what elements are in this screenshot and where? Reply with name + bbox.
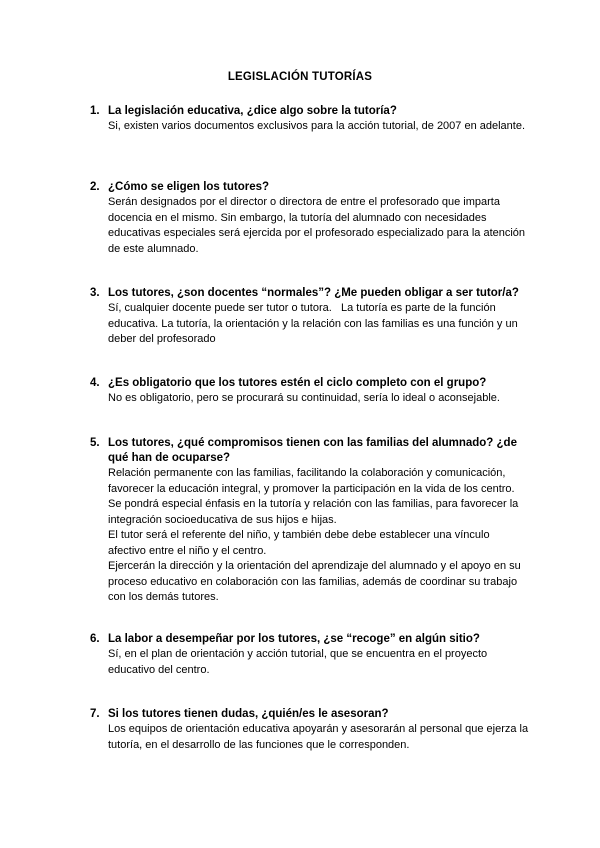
answer-7 <box>108 722 530 753</box>
answer-5 <box>108 466 530 606</box>
answer-paragraph: El tutor será el referente del niño, y también debe debe establecer una vínculo afectivo entre el niño y el centro. <box>108 529 490 557</box>
question-7 <box>90 707 530 722</box>
question-5 <box>90 436 530 466</box>
question-text: La legislación educativa, ¿dice algo sobre la tutoría? <box>108 105 397 117</box>
question-6 <box>90 632 530 647</box>
qa-item-6 <box>90 632 530 678</box>
document-title: LEGISLACIÓN TUTORÍAS <box>227 71 373 83</box>
question-number: 4. <box>90 377 100 389</box>
question-text: Los tutores, ¿qué compromisos tienen con las familias del alumnado? ¿de qué han de ocuparse? <box>108 437 517 464</box>
question-4 <box>90 376 530 391</box>
question-number: 2. <box>90 181 100 193</box>
question-number: 1. <box>90 105 100 117</box>
qa-item-1 <box>90 104 530 135</box>
answer-paragraph: No es obligatorio, pero se procurará su continuidad, sería lo ideal o aconsejable. <box>108 392 500 404</box>
qa-item-7 <box>90 707 530 753</box>
answer-4 <box>108 391 530 407</box>
qa-item-3 <box>90 286 530 348</box>
answer-paragraph: Si, existen varios documentos exclusivos para la acción tutorial, de 2007 en adelante. <box>108 120 526 132</box>
question-text: ¿Es obligatorio que los tutores estén el ciclo completo con el grupo? <box>108 377 487 389</box>
question-number: 3. <box>90 287 100 299</box>
question-text: Los tutores, ¿son docentes “normales”? ¿Me pueden obligar a ser tutor/a? <box>108 287 519 299</box>
question-number: 5. <box>90 437 100 449</box>
question-1 <box>90 104 530 119</box>
question-2 <box>90 180 530 195</box>
answer-paragraph: Los equipos de orientación educativa apoyarán y asesorarán al personal que ejerza la tutoría, en el desarrollo de las funciones que le corresponden. <box>108 723 529 751</box>
answer-2 <box>108 195 530 257</box>
question-text: Si los tutores tienen dudas, ¿quién/es le asesoran? <box>108 708 389 720</box>
question-text: ¿Cómo se eligen los tutores? <box>108 181 270 193</box>
qa-item-5 <box>90 436 530 606</box>
question-3 <box>90 286 530 301</box>
answer-3 <box>108 301 530 348</box>
answer-paragraph: Serán designados por el director o directora de entre el profesorado que imparta docencia en el mismo. Sin embargo, la tutoría del alumnado con necesidades educativas especiales será ejercida por el profesorado especializado para la atención de este alumnado. <box>108 196 526 255</box>
answer-paragraph: Sí, cualquier docente puede ser tutor o tutora. La tutoría es parte de la función educativa. La tutoría, la orientación y la relación con las familias es una función y un deber del profesorado <box>108 302 521 345</box>
answer-1 <box>108 119 530 135</box>
question-text: La labor a desempeñar por los tutores, ¿se “recoge” en algún sitio? <box>108 633 480 645</box>
answer-paragraph: Relación permanente con las familias, facilitando la colaboración y comunicación, favorecer la educación integral, y promover la participación en la vida de los centro. Se pondrá especial énfasis en la tutoría y relación con las familias, para favorecer la integración socioeducativa de sus hijos e hijas. <box>108 467 519 526</box>
answer-paragraph: Sí, en el plan de orientación y acción tutorial, que se encuentra en el proyecto educativo del centro. <box>108 648 488 676</box>
question-number: 6. <box>90 633 100 645</box>
question-number: 7. <box>90 708 100 720</box>
answer-paragraph: Ejercerán la dirección y la orientación del aprendizaje del alumnado y el apoyo en su proceso educativo en colaboración con las familias, además de coordinar su trabajo con los demás tutores. <box>108 560 521 603</box>
qa-item-4 <box>90 376 530 407</box>
qa-item-2 <box>90 180 530 257</box>
answer-6 <box>108 647 530 678</box>
